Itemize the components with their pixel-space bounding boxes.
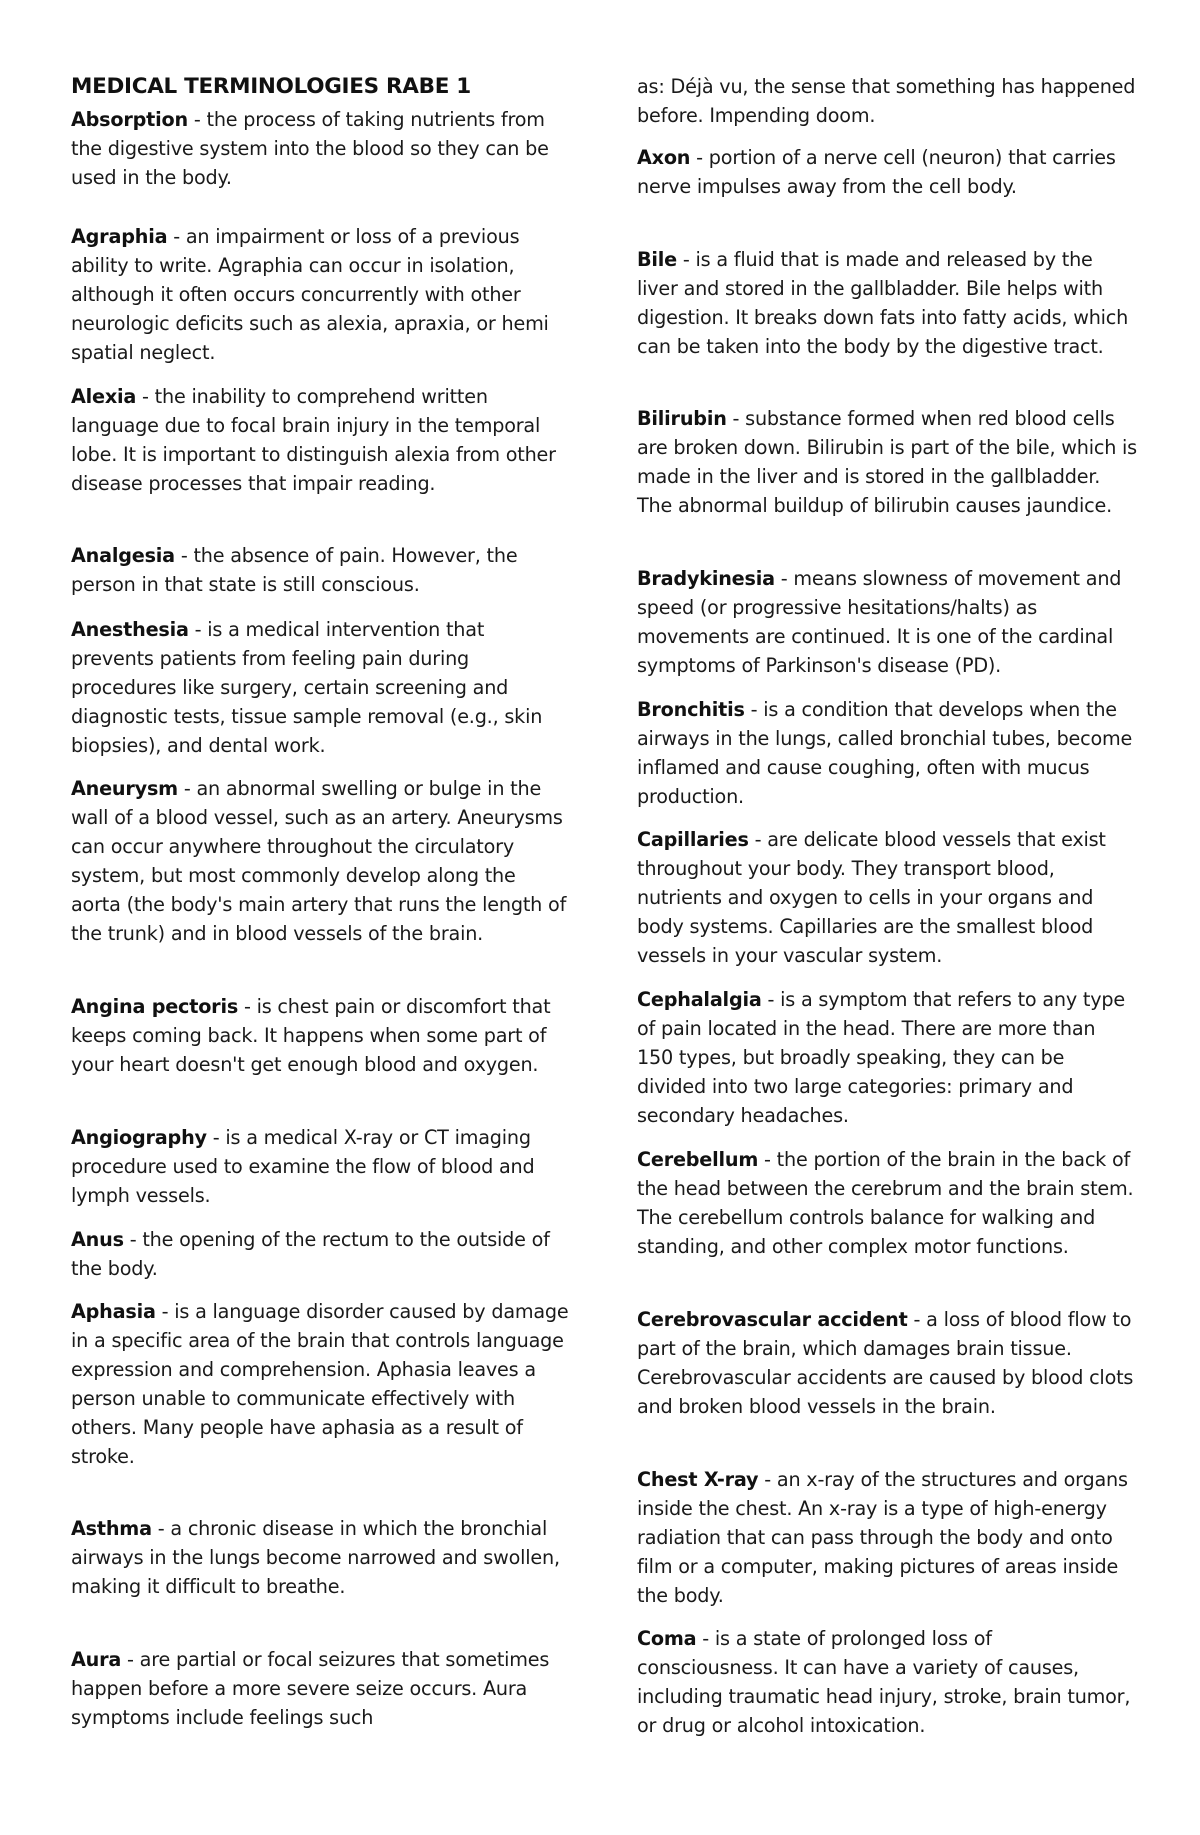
term: Aphasia xyxy=(71,1300,156,1323)
definition: - an x-ray of the structures and organs inside the chest. An x-ray is a type of high-energy radiation that can pass through the body and onto film or a computer, making pictures of areas inside the body. xyxy=(637,1468,1128,1607)
definition: - is a medical intervention that prevents patients from feeling pain during procedures like surgery, certain screening and diagnostic tests, tissue sample removal (e.g., skin biopsies), and dental work. xyxy=(71,618,543,757)
definition: - is a condition that develops when the airways in the lungs, called bronchial tubes, become inflamed and cause coughing, often with mucus production. xyxy=(637,698,1133,808)
definition: - the process of taking nutrients from the digestive system into the blood so they can be used in the body. xyxy=(71,108,549,189)
definition: - is chest pain or discomfort that keeps coming back. It happens when some part of your heart doesn't get enough blood and oxygen. xyxy=(71,995,551,1076)
definition: - are delicate blood vessels that exist throughout your body. They transport blood, nutrients and oxygen to cells in your organs and body systems. Capillaries are the smallest blood vessels in your vascular system. xyxy=(637,828,1106,967)
entry-capillaries xyxy=(637,826,1137,971)
term: Cerebrovascular accident xyxy=(637,1308,908,1331)
entry-aura xyxy=(71,1646,571,1733)
term: Coma xyxy=(637,1627,697,1650)
definition: - the portion of the brain in the back of the head between the cerebrum and the brain stem. The cerebellum controls balance for walking and standing, and other complex motor functions. xyxy=(637,1148,1134,1258)
term: Absorption xyxy=(71,108,188,131)
term: Aneurysm xyxy=(71,777,178,800)
definition: - the absence of pain. However, the person in that state is still conscious. xyxy=(71,544,518,596)
entry-cephalalgia xyxy=(637,986,1137,1131)
entry-coma xyxy=(637,1625,1137,1741)
definition: - an impairment or loss of a previous ability to write. Agraphia can occur in isolation, although it often occurs concurrently with other neurologic deficits such as alexia, apraxia, or hemi spatial neglect. xyxy=(71,225,549,364)
definition: - means slowness of movement and speed (or progressive hesitations/halts) as movements are continued. It is one of the cardinal symptoms of Parkinson's disease (PD). xyxy=(637,567,1122,677)
term: Cephalalgia xyxy=(637,988,762,1011)
definition: - is a fluid that is made and released by the liver and stored in the gallbladder. Bile helps with digestion. It breaks down fats into fatty acids, which can be taken into the body by the digestive tract. xyxy=(637,248,1129,358)
term: Capillaries xyxy=(637,828,749,851)
term: Bronchitis xyxy=(637,698,745,721)
term: Chest X-ray xyxy=(637,1468,759,1491)
entry-aneurysm xyxy=(71,775,571,948)
term: Anesthesia xyxy=(71,618,189,641)
definition: - are partial or focal seizures that sometimes happen before a more severe seize occurs. Aura symptoms include feelings such xyxy=(71,1648,550,1729)
term: Analgesia xyxy=(71,544,175,567)
entry-aura-continued: as: Déjà vu, the sense that something has happened before. Impending doom. xyxy=(637,75,1136,127)
entry-absorption xyxy=(71,106,571,193)
term: Angiography xyxy=(71,1126,207,1149)
entry-angiography xyxy=(71,1124,571,1211)
definition: - is a language disorder caused by damage in a specific area of the brain that controls language expression and comprehension. Aphasia leaves a person unable to communicate effectively with others. Many people have aphasia as a result of stroke. xyxy=(71,1300,569,1468)
entry-analgesia xyxy=(71,542,571,600)
definition: - a loss of blood flow to part of the brain, which damages brain tissue. Cerebrovascular accidents are caused by blood clots and broken blood vessels in the brain. xyxy=(637,1308,1134,1418)
term: Bile xyxy=(637,248,677,271)
definition: - substance formed when red blood cells are broken down. Bilirubin is part of the bile, which is made in the liver and is stored in the gallbladder. The abnormal buildup of bilirubin causes jaundice. xyxy=(637,407,1137,517)
term: Bradykinesia xyxy=(637,567,775,590)
entry-bradykinesia xyxy=(637,565,1137,681)
entry-anus xyxy=(71,1226,571,1284)
entry-alexia xyxy=(71,383,571,499)
definition: - portion of a nerve cell (neuron) that carries nerve impulses away from the cell body. xyxy=(637,146,1116,198)
entry-asthma xyxy=(71,1515,571,1602)
term: Asthma xyxy=(71,1517,152,1540)
entry-bilirubin xyxy=(637,405,1137,521)
entry-bile xyxy=(637,246,1137,362)
entry-agraphia xyxy=(71,223,571,368)
term: Agraphia xyxy=(71,225,168,248)
entry-aphasia xyxy=(71,1298,571,1471)
entry-axon xyxy=(637,144,1137,202)
definition: - a chronic disease in which the bronchial airways in the lungs become narrowed and swollen, making it difficult to breathe. xyxy=(71,1517,560,1598)
term: Aura xyxy=(71,1648,122,1671)
definition: - the inability to comprehend written language due to focal brain injury in the temporal lobe. It is important to distinguish alexia from other disease processes that impair reading. xyxy=(71,385,556,495)
entry-angina-pectoris xyxy=(71,993,571,1080)
document-title: MEDICAL TERMINOLOGIES RABE 1 xyxy=(71,74,471,99)
definition: - is a symptom that refers to any type of pain located in the head. There are more than 150 types, but broadly speaking, they can be divided into two large categories: primary and secondary headaches. xyxy=(637,988,1125,1127)
definition: - is a medical X-ray or CT imaging procedure used to examine the flow of blood and lymph vessels. xyxy=(71,1126,535,1207)
term: Bilirubin xyxy=(637,407,727,430)
term: Cerebellum xyxy=(637,1148,759,1171)
term: Anus xyxy=(71,1228,124,1251)
entry-cerebellum xyxy=(637,1146,1137,1262)
definition: - an abnormal swelling or bulge in the wall of a blood vessel, such as an artery. Aneurysms can occur anywhere throughout the circulatory system, but most commonly develop along the aorta (the body's main artery that runs the length of the trunk) and in blood vessels of the brain. xyxy=(71,777,567,945)
entry-bronchitis xyxy=(637,696,1137,812)
term: Alexia xyxy=(71,385,137,408)
definition: - the opening of the rectum to the outside of the body. xyxy=(71,1228,550,1280)
definition: - is a state of prolonged loss of consciousness. It can have a variety of causes, including traumatic head injury, stroke, brain tumor, or drug or alcohol intoxication. xyxy=(637,1627,1131,1737)
term: Angina pectoris xyxy=(71,995,239,1018)
term: Axon xyxy=(637,146,691,169)
entry-chest-x-ray xyxy=(637,1466,1137,1611)
entry-cerebrovascular-accident xyxy=(637,1306,1137,1422)
entry-anesthesia xyxy=(71,616,571,761)
